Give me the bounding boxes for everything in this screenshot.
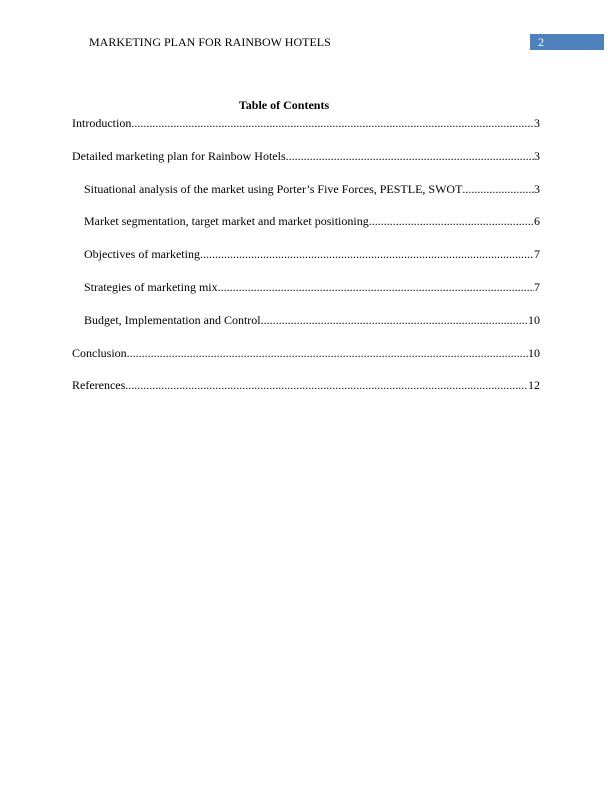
toc-entry-page: 7 <box>534 279 540 294</box>
toc-entry-label: Budget, Implementation and Control <box>84 312 261 327</box>
toc-entry-page: 12 <box>528 378 540 393</box>
running-header-title: MARKETING PLAN FOR RAINBOW HOTELS <box>89 35 331 49</box>
toc-entry-page: 7 <box>534 247 540 262</box>
toc-dot-leader <box>369 214 534 228</box>
toc-entry-label: Strategies of marketing mix <box>84 279 218 294</box>
page-number-badge: 2 <box>530 34 604 50</box>
toc-entry-conclusion[interactable] <box>72 346 540 360</box>
toc-dot-leader <box>261 313 528 327</box>
toc-entry-page: 3 <box>534 181 540 196</box>
toc-entry-label: Introduction <box>72 116 132 130</box>
toc-entry-strategies-of-marketing-mix[interactable] <box>72 280 540 294</box>
page-header <box>0 34 612 50</box>
toc-dot-leader <box>125 378 528 392</box>
toc-dot-leader <box>286 149 534 163</box>
toc-entry-market-segmentation[interactable] <box>72 214 540 228</box>
toc-entry-detailed-marketing-plan[interactable] <box>72 149 540 163</box>
toc-entry-page: 3 <box>534 116 540 130</box>
toc-entry-label: Detailed marketing plan for Rainbow Hotels <box>72 148 286 163</box>
toc-dot-leader <box>127 346 528 360</box>
toc-entry-label: Objectives of marketing <box>84 247 200 262</box>
toc-list <box>72 116 540 392</box>
toc-heading: Table of Contents <box>238 98 330 112</box>
toc-entry-page: 6 <box>534 214 540 229</box>
toc-entry-label: Situational analysis of the market using Porter’s Five Forces, PESTLE, SWOT <box>84 181 463 196</box>
toc-entry-page: 3 <box>534 148 540 163</box>
toc-entry-label: References <box>72 378 126 393</box>
toc-entry-label: Conclusion <box>72 345 127 360</box>
toc-entry-introduction[interactable] <box>72 116 540 130</box>
toc-entry-situational-analysis[interactable] <box>72 182 540 196</box>
toc-dot-leader <box>200 247 534 261</box>
toc-entry-label: Market segmentation, target market and market positioning <box>84 214 369 229</box>
toc-entry-page: 10 <box>528 345 540 360</box>
toc-entry-objectives-of-marketing[interactable] <box>72 247 540 261</box>
toc-entry-budget-implementation-control[interactable] <box>72 313 540 327</box>
table-of-contents <box>72 98 540 411</box>
toc-dot-leader <box>131 116 534 130</box>
toc-entry-page: 10 <box>528 312 540 327</box>
toc-dot-leader <box>462 182 534 196</box>
toc-dot-leader <box>218 280 534 294</box>
toc-entry-references[interactable] <box>72 378 540 392</box>
